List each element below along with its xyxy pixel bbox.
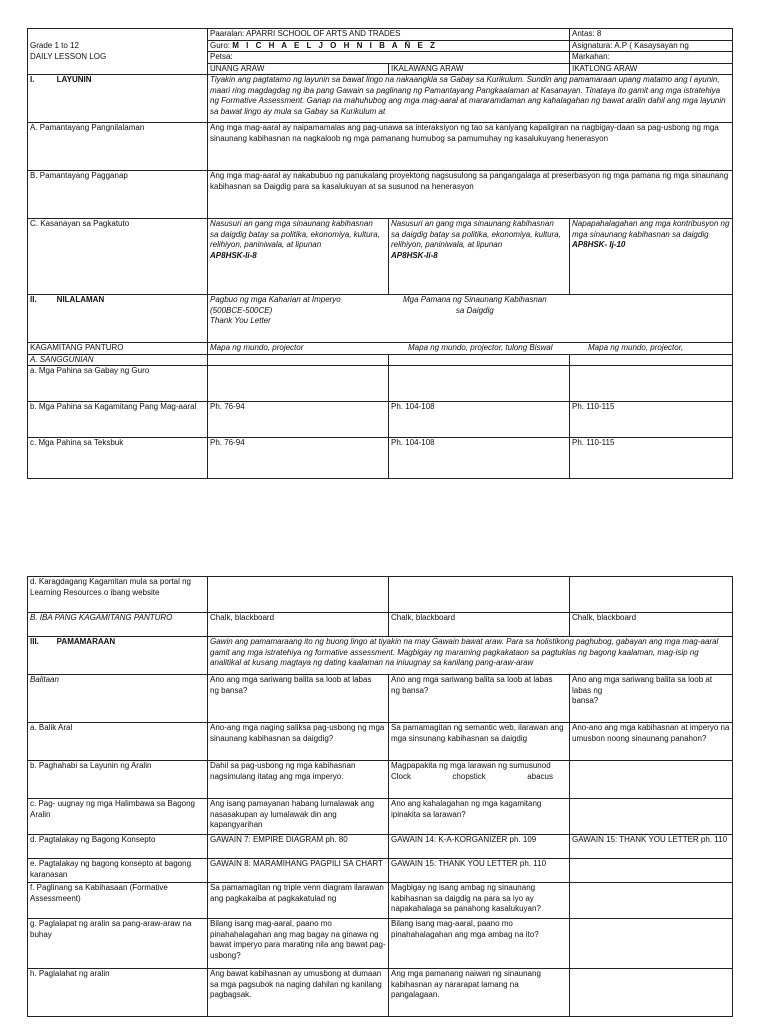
teksbuk-label: c. Mga Pahina sa Teksbuk xyxy=(28,438,208,479)
kasanayan-day2-text: Nasusuri an gang mga sinaunang kabihasnan sa daigdig batay sa politika, ekonomiya, kultura, relihiyon, paniniwala, at lipunan xyxy=(391,219,561,249)
kasanayan-day1 xyxy=(208,219,389,295)
grade-label: Grade 1 to 12 xyxy=(30,41,79,50)
paghahabi-label: b. Paghahabi sa Layunin ng Aralin xyxy=(28,761,208,799)
lesson-log-page-2 xyxy=(27,576,732,1017)
paglalapat-day2: Bilang isang mag-aaral, paano mo pinahahalagahan ang mga ambag na ito? xyxy=(389,919,570,969)
balitaan-day2: Ano ang mga sariwang balita sa loob at labas ng bansa? xyxy=(389,675,570,723)
asignatura-cell: Asignatura: A.P ( Kasaysayan ng xyxy=(570,40,733,52)
paghahabi-day3 xyxy=(570,761,733,799)
gabay-day2 xyxy=(389,366,570,402)
iba-pang-day1: Chalk, blackboard xyxy=(208,613,389,637)
balik-aral-label: a. Balik Aral xyxy=(28,723,208,761)
pamamaraan-label: III. PAMAMARAAN xyxy=(28,637,208,675)
paglinang-label: f. Paglinang sa Kabihasaan (Formative Assessmeent) xyxy=(28,883,208,919)
kagamitang-label: KAGAMITANG PANTURO xyxy=(28,343,208,355)
pagtalakay-day2: GAWAIN 14: K-A-KORGANIZER ph. 109 xyxy=(389,835,570,859)
pag-uugnay-day3 xyxy=(570,799,733,835)
paglalahat-label: h. Paglalahat ng aralin xyxy=(28,969,208,1017)
kagamitang-day1: Mapa ng mundo, projector xyxy=(210,343,304,352)
karagdagang-day2 xyxy=(389,577,570,613)
teksbuk-day1: Ph. 76-94 xyxy=(208,438,389,479)
kagamitang-mag-aaral-day1: Ph. 76-94 xyxy=(208,402,389,438)
sanggunian-day3 xyxy=(570,354,733,366)
pagtalakay2-day3 xyxy=(570,859,733,883)
day1-header: UNANG ARAW xyxy=(208,63,389,75)
paghahabi-day2-text: Magpapakita ng mga larawan ng sumusunod xyxy=(391,761,551,770)
kasanayan-day1-code: AP8HSK-Ii-8 xyxy=(210,250,257,260)
paglalapat-day3 xyxy=(570,919,733,969)
kasanayan-day3-code: AP8HSK- Ij-10 xyxy=(572,240,626,249)
balik-aral-day3: Ano-ano ang mga kabihasnan at imperyo na umusbon noong sinaunang panahon? xyxy=(570,723,733,761)
antas-cell: Antas: 8 xyxy=(570,29,733,41)
petsa-cell: Petsa: xyxy=(208,52,570,64)
gabay-day3 xyxy=(570,366,733,402)
kagamitang-day3: Mapa ng mundo, projector, xyxy=(588,343,684,352)
guro-name: M I C H A E L J O H N I B A Ñ E Z xyxy=(232,40,438,50)
kasanayan-day3 xyxy=(570,219,733,295)
pamantayang-pagganap-text: Ang mga mag-aaral ay nakabubuo ng panukalang proyektong nagsusulong sa pangangalaga at preserbasyon ng mga pamana ng mga sinaunang kabihasnan sa Daigdig para sa kasalukuyan at sa susunod na henerasyon xyxy=(208,171,733,219)
kasanayan-day1-text: Nasusuri an gang mga sinaunang kabihasnan sa daigdig batay sa politika, ekonomiya, kultura, relihiyon, paniniwala, at lipunan xyxy=(210,219,380,249)
balik-aral-day1: Ano-ang mga naging saliksa pag-usbong ng mga sinaunang kabihasnan sa daigdig? xyxy=(208,723,389,761)
kagamitang-mag-aaral-day3: Ph. 110-115 xyxy=(570,402,733,438)
paaralan-cell: Paaralan: APARRI SCHOOL OF ARTS AND TRADES xyxy=(208,29,570,41)
dll-label: DAILY LESSON LOG xyxy=(30,51,107,61)
nilalaman-text2: Mga Pamana ng Sinaunang Kabihasnan sa Daigdig xyxy=(403,295,547,315)
paglalahat-day2: Ang mga pamanang naiwan ng sinaunang kabihasnan ay nararapat lamang na pangalagaan. xyxy=(389,969,570,1017)
nilalaman-cell xyxy=(208,295,733,343)
sanggunian-day2 xyxy=(389,354,570,366)
iba-pang-label: B. IBA PANG KAGAMITANG PANTURO xyxy=(28,613,208,637)
kagamitang-mag-aaral-label: b. Mga Pahina sa Kagamitang Pang Mag-aaral xyxy=(28,402,208,438)
grade-cell xyxy=(28,29,208,75)
paglalahat-day1: Ang bawat kabihasnan ay umusbong at dumaan sa mga pagsubok na naging dahilan ng kanilang pagbagsak. xyxy=(208,969,389,1017)
guro-cell xyxy=(208,40,570,52)
day2-header: IKALAWANG ARAW xyxy=(389,63,570,75)
karagdagang-day1 xyxy=(208,577,389,613)
kagamitang-mag-aaral-day2: Ph. 104-108 xyxy=(389,402,570,438)
pagtalakay2-day1: GAWAIN 8: MARAMIHANG PAGPILI SA CHART xyxy=(208,859,389,883)
paglalapat-label: g. Paglalapat ng aralin sa pang-araw-araw na buhay xyxy=(28,919,208,969)
pagtalakay-label: d. Pagtalakay ng Bagong Konsepto xyxy=(28,835,208,859)
pag-uugnay-day2: Ano ang kahalagahan ng mga kagamitang ipinakita sa larawan? xyxy=(389,799,570,835)
paglalapat-day1: Bilang isang mag-aaral, paano mo pinahahalagahan ang mag bagay na ginawa ng bawat imperyo para marating nila ang bawat pag-usbong? xyxy=(208,919,389,969)
balitaan-day1: Ano ang mga sariwang balita sa loob at labas ng bansa? xyxy=(208,675,389,723)
pagtalakay2-label: e. Pagtalakay ng bagong konsepto at bagong karanasan xyxy=(28,859,208,883)
pagtalakay-day3: GAWAIN 15: THANK YOU LETTER ph. 110 xyxy=(570,835,733,859)
kasanayan-label: C. Kasanayan sa Pagkatuto xyxy=(28,219,208,295)
gabay-label: a. Mga Pahina sa Gabay ng Guro xyxy=(28,366,208,402)
kasanayan-day3-text: Napapahalagahan ang mga kontribusyon ng mga sinaunang kabihasnan sa daigdig xyxy=(572,219,730,239)
day3-header: IKATLONG ARAW xyxy=(570,63,733,75)
pagtalakay-day1: GAWAIN 7: EMPIRE DIAGRAM ph. 80 xyxy=(208,835,389,859)
pamantayang-pangnilalaman-text: Ang mga mag-aaral ay naipamamalas ang pag-unawa sa interaksiyon ng tao sa kaniyang kapaligiran na nagbigay-daan sa pag-usbong ng mga sinaunang kabihasnan na nagkaloob ng mga pamanang humubog sa pamumuhay ng kasalukuyang henerasyon xyxy=(208,123,733,171)
pamantayang-pagganap-label: B. Pamantayang Pagganap xyxy=(28,171,208,219)
karagdagang-day3 xyxy=(570,577,733,613)
clock-item: Clock xyxy=(391,771,412,781)
paglinang-day1: Sa pamamagitan ng triple venn diagram ilarawan ang pagkakaiba at pagkakatulad ng xyxy=(208,883,389,919)
layunin-label: I. LAYUNIN xyxy=(28,75,208,123)
teksbuk-day3: Ph. 110-115 xyxy=(570,438,733,479)
paglinang-day2: Magbigay ng isang ambag ng sinaunang kabihasnan sa daigdig na para sa iyo ay napakahalaga sa panahong kasalukuyan? xyxy=(389,883,570,919)
kagamitang-cell xyxy=(208,343,733,355)
iba-pang-day3: Chalk, blackboard xyxy=(570,613,733,637)
lesson-log-table-1 xyxy=(27,28,733,479)
iba-pang-day2: Chalk, blackboard xyxy=(389,613,570,637)
pag-uugnay-label: c. Pag- uugnay ng mga Halimbawa sa Bagong Aralin xyxy=(28,799,208,835)
abacus-item: abacus xyxy=(527,771,553,781)
balitaan-day3: Ano ang mga sariwang balita sa loob at labas ng bansa? xyxy=(570,675,733,723)
sanggunian-day1 xyxy=(208,354,389,366)
lesson-log-table-2 xyxy=(27,576,733,1017)
balitaan-label: Balitaan xyxy=(28,675,208,723)
layunin-text: Tiyakin ang pagtatamo ng layunin sa bawat lingo na nakaangkla sa Gabay sa Kurikulum. Sundin ang pamamaraan upang matamo ang l ayunin, maari ring magdagdag ng iba pang Gawain sa paglinang ng Pamantayang Pangkaalaman at Kasanayan. Tinataya ito gamit ang mga istratehiya ng Formative Assessment. Ganap na mahuhubog ang mga mag-aaral at mararamdaman ang kahalagahan ng bawat aralin dahil ang mga layunin sa bawat lingo ay mula sa Gabay sa Kurikulum at xyxy=(208,75,733,123)
karagdagang-label: d. Karagdagang Kagamitan mula sa portal ng Learning Resources o ibang website xyxy=(28,577,208,613)
kagamitang-day2: Mapa ng mundo, projector, tulong Biswal xyxy=(408,343,553,352)
kasanayan-day2-code: AP8HSK-Ii-8 xyxy=(391,250,438,260)
markahan-cell: Markahan: xyxy=(570,52,733,64)
nilalaman-text1: Pagbuo ng mga Kaharian at Imperyo (500BCE-500CE) Thank You Letter xyxy=(210,295,341,325)
teksbuk-day2: Ph. 104-108 xyxy=(389,438,570,479)
balik-aral-day2: Sa pamamagitan ng semantic web, ilarawan ang mga sinsunang kabihasnan sa daigdig xyxy=(389,723,570,761)
paghahabi-day2 xyxy=(389,761,570,799)
kasanayan-day2 xyxy=(389,219,570,295)
lesson-log-page-1 xyxy=(27,28,732,479)
guro-label: Guro: xyxy=(210,40,231,50)
chopstick-item: chopstick xyxy=(452,771,486,781)
paglalahat-day3 xyxy=(570,969,733,1017)
sanggunian-label: A. SANGGUNIAN xyxy=(28,354,208,366)
pamamaraan-text: Gawin ang pamamaraang ito ng buong lingo at tiyakin na may Gawain bawat araw. Para sa holistikong paghubog, gabayan ang mga mag-aaral gamit ang mga istratehiya ng formative assessment. Magbigay ng maraming pagkakataon sa pagtuklas ng bagong kaalaman, mag-isip ng analitikal at kusang magtaya ng dating kaalaman na iniuugnay sa kanilang pang-araw-araw xyxy=(208,637,733,675)
paglinang-day3 xyxy=(570,883,733,919)
gabay-day1 xyxy=(208,366,389,402)
paghahabi-day2-items xyxy=(391,772,567,783)
pagtalakay2-day2: GAWAIN 15: THANK YOU LETTER ph. 110 xyxy=(389,859,570,883)
paghahabi-day1: Dahil sa pag-usbong ng mga kabihasnan nagsimulang itatag ang mga imperyo. xyxy=(208,761,389,799)
pamantayang-pangnilalaman-label: A. Pamantayang Pangnilalaman xyxy=(28,123,208,171)
nilalaman-label: II. NILALAMAN xyxy=(28,295,208,343)
pag-uugnay-day1: Ang isang pamayanan habang lumalawak ang nasasakupan ay lumalawak din ang kapangyarihan xyxy=(208,799,389,835)
